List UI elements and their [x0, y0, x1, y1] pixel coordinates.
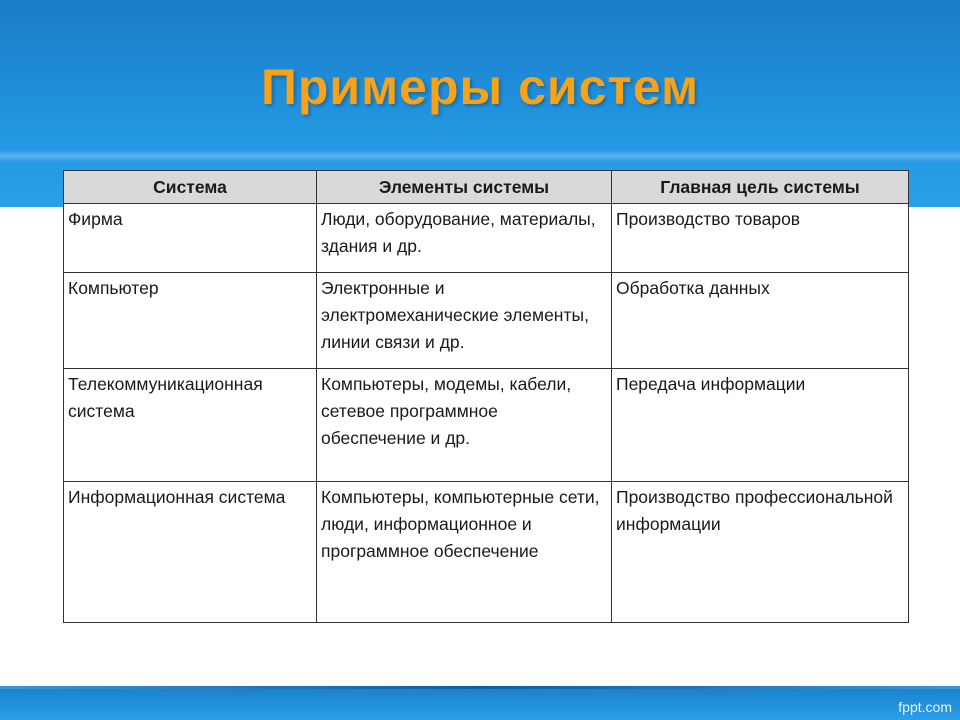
- table-row: [64, 273, 909, 369]
- table-header-row: [64, 171, 909, 204]
- systems-table: [63, 170, 909, 623]
- cell-elements: Электронные и электромеханические элементы, линии связи и др.: [317, 273, 612, 369]
- table-row: [64, 204, 909, 273]
- cell-goal: Производство товаров: [612, 204, 909, 273]
- cell-system: Фирма: [64, 204, 317, 273]
- cell-system: Информационная система: [64, 482, 317, 623]
- cell-elements: Компьютеры, компьютерные сети, люди, информационное и программное обеспечение: [317, 482, 612, 623]
- table-row: [64, 369, 909, 482]
- cell-system: Телекоммуникационная система: [64, 369, 317, 482]
- cell-goal: Обработка данных: [612, 273, 909, 369]
- footer-band: [0, 686, 960, 720]
- brand-link[interactable]: fppt.com: [898, 699, 952, 715]
- column-header-elements: Элементы системы: [317, 171, 612, 204]
- header-wave: [0, 150, 960, 162]
- cell-goal: Производство профессиональной информации: [612, 482, 909, 623]
- column-header-system: Система: [64, 171, 317, 204]
- table-row: [64, 482, 909, 623]
- footer-edge: [0, 686, 960, 689]
- slide-title: Примеры систем: [260, 59, 700, 115]
- cell-goal: Передача информации: [612, 369, 909, 482]
- cell-elements: Компьютеры, модемы, кабели, сетевое программное обеспечение и др.: [317, 369, 612, 482]
- column-header-goal: Главная цель системы: [612, 171, 909, 204]
- cell-system: Компьютер: [64, 273, 317, 369]
- cell-elements: Люди, оборудование, материалы, здания и др.: [317, 204, 612, 273]
